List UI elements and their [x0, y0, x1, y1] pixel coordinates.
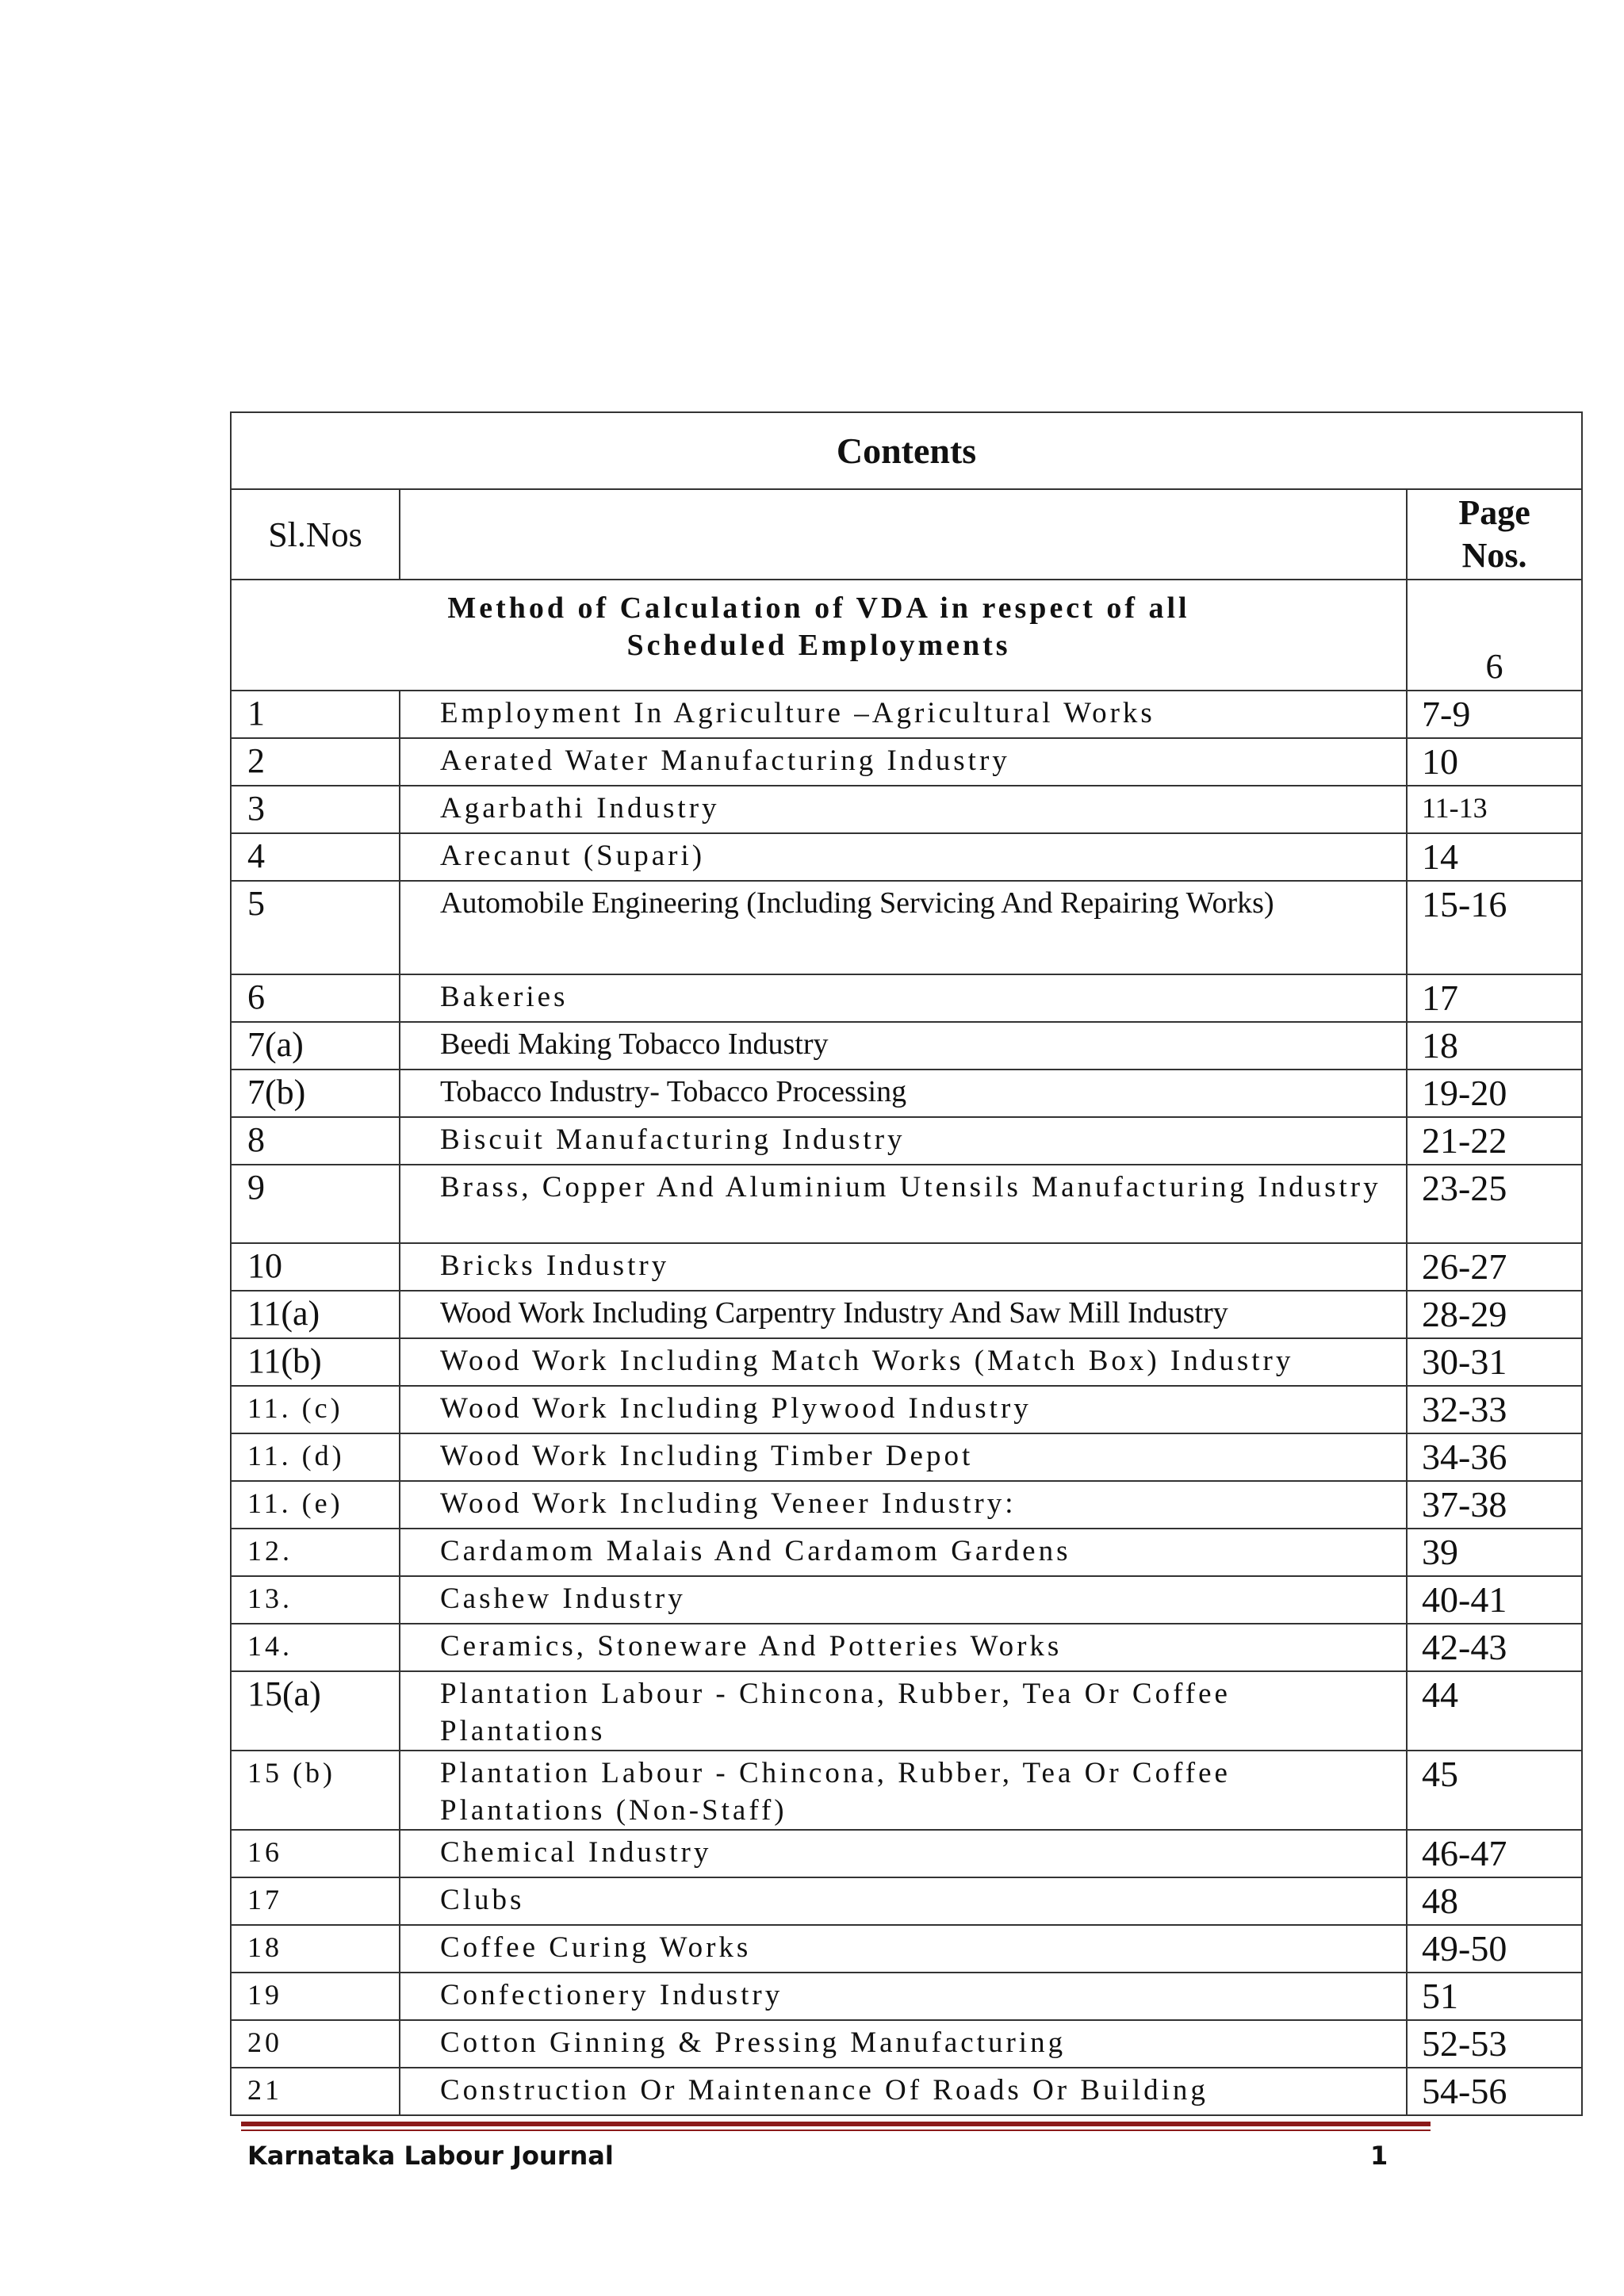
table-row: [231, 1165, 1582, 1243]
row-page-numbers: 54-56: [1407, 2068, 1582, 2115]
table-row: [231, 1529, 1582, 1576]
row-page-numbers: 48: [1407, 1877, 1582, 1925]
table-row: [231, 1243, 1582, 1291]
row-title: Ceramics, Stoneware And Potteries Works: [400, 1624, 1407, 1671]
row-title: Cashew Industry: [400, 1576, 1407, 1624]
row-page-numbers: 40-41: [1407, 1576, 1582, 1624]
row-title: Bakeries: [400, 974, 1407, 1022]
row-page-numbers: 10: [1407, 738, 1582, 786]
row-serial-number: 11. (d): [231, 1433, 400, 1481]
row-page-numbers: 51: [1407, 1973, 1582, 2020]
table-row: [231, 1671, 1582, 1751]
row-title: Wood Work Including Carpentry Industry And Saw Mill Industry: [400, 1291, 1407, 1338]
row-serial-number: 7(b): [231, 1070, 400, 1117]
table-row: [231, 2068, 1582, 2115]
row-serial-number: 11. (e): [231, 1481, 400, 1529]
row-page-numbers: 21-22: [1407, 1117, 1582, 1165]
row-page-numbers: 30-31: [1407, 1338, 1582, 1386]
row-serial-number: 10: [231, 1243, 400, 1291]
table-row: [231, 1877, 1582, 1925]
row-title: Biscuit Manufacturing Industry: [400, 1117, 1407, 1165]
row-serial-number: 11(a): [231, 1291, 400, 1338]
row-title: Chemical Industry: [400, 1830, 1407, 1877]
contents-title-row: [231, 412, 1582, 489]
footer-rule-thin: [241, 2130, 1431, 2131]
page-nos-header-line2: Nos.: [1461, 536, 1527, 575]
method-page: 6: [1407, 580, 1582, 691]
table-row: [231, 1576, 1582, 1624]
row-page-numbers: 15-16: [1407, 881, 1582, 974]
row-title: Confectionery Industry: [400, 1973, 1407, 2020]
table-row: [231, 1830, 1582, 1877]
page-nos-header: [1407, 489, 1582, 580]
row-title: Bricks Industry: [400, 1243, 1407, 1291]
row-page-numbers: 26-27: [1407, 1243, 1582, 1291]
table-row: [231, 1481, 1582, 1529]
row-page-numbers: 49-50: [1407, 1925, 1582, 1973]
row-title: Wood Work Including Timber Depot: [400, 1433, 1407, 1481]
row-page-numbers: 28-29: [1407, 1291, 1582, 1338]
row-serial-number: 20: [231, 2020, 400, 2068]
row-serial-number: 1: [231, 691, 400, 738]
row-title: Plantation Labour - Chincona, Rubber, Tea Or Coffee Plantations (Non-Staff): [400, 1751, 1407, 1830]
method-title-line2: Scheduled Employments: [626, 629, 1011, 662]
row-title: Clubs: [400, 1877, 1407, 1925]
row-page-numbers: 52-53: [1407, 2020, 1582, 2068]
row-page-numbers: 23-25: [1407, 1165, 1582, 1243]
row-title: Wood Work Including Veneer Industry:: [400, 1481, 1407, 1529]
row-page-numbers: 14: [1407, 833, 1582, 881]
table-row: [231, 691, 1582, 738]
row-page-numbers: 32-33: [1407, 1386, 1582, 1433]
row-page-numbers: 7-9: [1407, 691, 1582, 738]
table-row: [231, 974, 1582, 1022]
title-header-blank: [400, 489, 1407, 580]
row-serial-number: 13.: [231, 1576, 400, 1624]
table-row: [231, 1751, 1582, 1830]
table-row: [231, 1973, 1582, 2020]
table-row: [231, 1117, 1582, 1165]
contents-title: Contents: [231, 412, 1582, 489]
row-page-numbers: 44: [1407, 1671, 1582, 1751]
row-page-numbers: 18: [1407, 1022, 1582, 1070]
row-page-numbers: 45: [1407, 1751, 1582, 1830]
table-row: [231, 1022, 1582, 1070]
row-page-numbers: 11-13: [1407, 786, 1582, 833]
table-row: [231, 1291, 1582, 1338]
row-title: Cotton Ginning & Pressing Manufacturing: [400, 2020, 1407, 2068]
row-serial-number: 15(a): [231, 1671, 400, 1751]
row-page-numbers: 42-43: [1407, 1624, 1582, 1671]
row-serial-number: 6: [231, 974, 400, 1022]
method-title-line1: Method of Calculation of VDA in respect of all: [447, 591, 1190, 625]
row-title: Arecanut (Supari): [400, 833, 1407, 881]
table-row: [231, 1433, 1582, 1481]
row-serial-number: 5: [231, 881, 400, 974]
method-row: [231, 580, 1582, 691]
row-serial-number: 17: [231, 1877, 400, 1925]
row-title: Automobile Engineering (Including Servicing And Repairing Works): [400, 881, 1407, 974]
method-title: [231, 580, 1407, 691]
row-serial-number: 11(b): [231, 1338, 400, 1386]
row-serial-number: 15 (b): [231, 1751, 400, 1830]
row-serial-number: 3: [231, 786, 400, 833]
row-page-numbers: 37-38: [1407, 1481, 1582, 1529]
row-serial-number: 11. (c): [231, 1386, 400, 1433]
row-title: Tobacco Industry- Tobacco Processing: [400, 1070, 1407, 1117]
row-title: Plantation Labour - Chincona, Rubber, Tea Or Coffee Plantations: [400, 1671, 1407, 1751]
row-title: Construction Or Maintenance Of Roads Or Building: [400, 2068, 1407, 2115]
row-title: Brass, Copper And Aluminium Utensils Manufacturing Industry: [400, 1165, 1407, 1243]
row-page-numbers: 46-47: [1407, 1830, 1582, 1877]
row-title: Agarbathi Industry: [400, 786, 1407, 833]
row-page-numbers: 19-20: [1407, 1070, 1582, 1117]
table-row: [231, 786, 1582, 833]
row-title: Employment In Agriculture –Agricultural Works: [400, 691, 1407, 738]
row-page-numbers: 34-36: [1407, 1433, 1582, 1481]
row-title: Beedi Making Tobacco Industry: [400, 1022, 1407, 1070]
row-serial-number: 2: [231, 738, 400, 786]
row-serial-number: 12.: [231, 1529, 400, 1576]
table-row: [231, 1624, 1582, 1671]
row-title: Wood Work Including Match Works (Match Box) Industry: [400, 1338, 1407, 1386]
contents-table: [230, 411, 1583, 2116]
row-title: Cardamom Malais And Cardamom Gardens: [400, 1529, 1407, 1576]
table-row: [231, 1338, 1582, 1386]
table-row: [231, 1925, 1582, 1973]
table-row: [231, 2020, 1582, 2068]
row-serial-number: 14.: [231, 1624, 400, 1671]
footer-journal-name: Karnataka Labour Journal: [247, 2141, 614, 2171]
row-serial-number: 8: [231, 1117, 400, 1165]
footer-page-number: 1: [1370, 2141, 1388, 2171]
footer-rule-thick: [241, 2122, 1431, 2126]
table-row: [231, 1070, 1582, 1117]
row-title: Coffee Curing Works: [400, 1925, 1407, 1973]
header-row: [231, 489, 1582, 580]
row-title: Wood Work Including Plywood Industry: [400, 1386, 1407, 1433]
sl-nos-header: Sl.Nos: [231, 489, 400, 580]
row-serial-number: 7(a): [231, 1022, 400, 1070]
row-serial-number: 4: [231, 833, 400, 881]
table-row: [231, 738, 1582, 786]
row-page-numbers: 17: [1407, 974, 1582, 1022]
page-nos-header-line1: Page: [1458, 493, 1530, 532]
row-serial-number: 18: [231, 1925, 400, 1973]
row-serial-number: 9: [231, 1165, 400, 1243]
table-row: [231, 833, 1582, 881]
row-serial-number: 19: [231, 1973, 400, 2020]
table-row: [231, 881, 1582, 974]
row-title: Aerated Water Manufacturing Industry: [400, 738, 1407, 786]
contents-rows: [231, 691, 1582, 2115]
row-serial-number: 21: [231, 2068, 400, 2115]
row-page-numbers: 39: [1407, 1529, 1582, 1576]
table-row: [231, 1386, 1582, 1433]
row-serial-number: 16: [231, 1830, 400, 1877]
